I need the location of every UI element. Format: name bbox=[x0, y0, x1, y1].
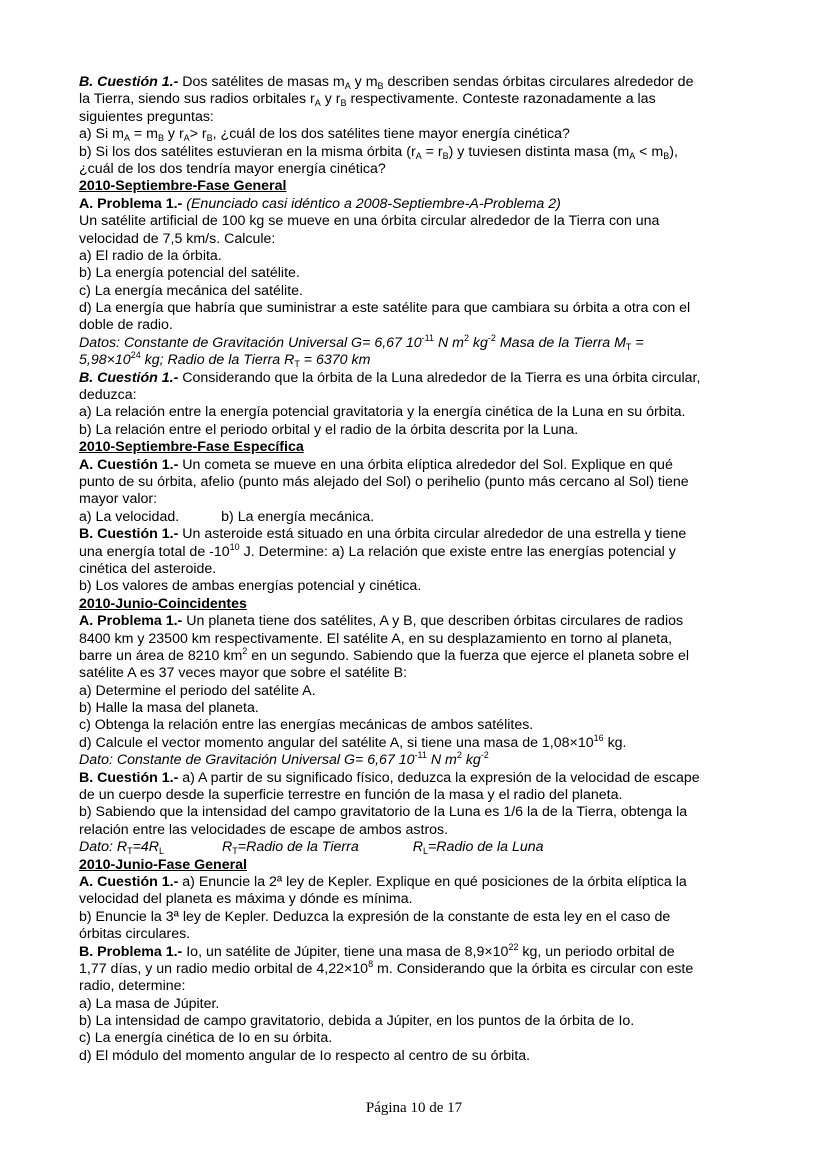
text-run: una energía total de -10 bbox=[79, 543, 230, 560]
text-run: B. Cuestión 1.- bbox=[79, 369, 179, 386]
text-line bbox=[79, 822, 759, 839]
text-run: B bbox=[157, 133, 164, 144]
text-run: radio, determine: bbox=[79, 978, 186, 995]
text-run: 8400 km y 23500 km respectivamente. El satélite A, en su desplazamiento en torno al planeta, bbox=[79, 630, 673, 647]
text-run: b) Enuncie la 3ª ley de Kepler. Deduzca la expresión de la constante de esta ley en el caso de bbox=[79, 908, 671, 925]
text-line bbox=[79, 909, 759, 926]
text-run: relación entre las velocidades de escape de ambos astros. bbox=[79, 821, 449, 838]
text-line bbox=[79, 804, 759, 821]
text-line bbox=[79, 265, 759, 282]
text-line bbox=[79, 770, 759, 787]
text-line bbox=[79, 491, 759, 508]
text-run: respectivamente. Conteste razonadamente a las bbox=[346, 91, 656, 108]
text-line bbox=[79, 300, 759, 317]
text-run: = 6370 km bbox=[299, 352, 371, 369]
text-run: Dos satélites de masas m bbox=[178, 74, 345, 90]
text-run: Un cometa se mueve en una órbita elíptica alrededor del Sol. Explique en qué bbox=[178, 456, 673, 473]
text-run: L bbox=[422, 846, 428, 857]
text-run: ¿cuál de los dos tendría mayor energía cinética? bbox=[79, 160, 386, 177]
text-run: = r bbox=[421, 143, 443, 160]
text-run: Dato: Constante de Gravitación Universal G= 6,67 10 bbox=[79, 752, 415, 769]
text-run: describen sendas órbitas circulares alrededor de bbox=[383, 74, 694, 90]
text-run: 2 bbox=[242, 645, 248, 656]
text-run: A. Problema 1.- bbox=[79, 195, 183, 212]
text-run: B bbox=[206, 133, 213, 144]
text-run: d) La energía que habría que suministrar a este satélite para que cambiara su órbita a otra con el bbox=[79, 300, 691, 317]
text-run: b) La energía mecánica. bbox=[221, 508, 375, 525]
text-run: a) Enuncie la 2ª ley de Kepler. Explique en qué posiciones de la órbita elíptica la bbox=[178, 873, 687, 890]
text-run: b) Sabiendo que la intensidad del campo gravitatorio de la Luna es 1/6 la de la Tierra, obtenga la bbox=[79, 804, 688, 821]
text-run: =Radio de la Luna bbox=[428, 839, 544, 856]
text-run: b) La relación entre el periodo orbital y el radio de la órbita descrita por la Luna. bbox=[79, 421, 579, 438]
text-line bbox=[79, 178, 759, 195]
text-line bbox=[79, 352, 759, 369]
text-run: A bbox=[314, 98, 321, 109]
text-run: a) La masa de Júpiter. bbox=[79, 995, 220, 1012]
text-run: J. Determine: a) La relación que existe entre las energías potencial y bbox=[239, 543, 676, 560]
text-run: ) y tuviesen distinta masa (m bbox=[448, 143, 630, 160]
text-run: d) Calcule el vector momento angular del satélite A, si tiene una masa de 1,08×10 bbox=[79, 734, 594, 751]
text-run: ), bbox=[669, 143, 678, 160]
text-run: A bbox=[415, 150, 422, 161]
text-run: a) Si m bbox=[79, 126, 124, 143]
text-run: -11 bbox=[414, 750, 427, 761]
text-run: de un cuerpo desde la superficie terrestre en función de la masa y el radio del planeta. bbox=[79, 787, 623, 804]
text-run: 16 bbox=[593, 732, 604, 743]
text-run: velocidad del planeta es máxima y dónde es mínima. bbox=[79, 891, 413, 908]
page-body bbox=[79, 74, 759, 1065]
text-run: velocidad de 7,5 km/s. Calcule: bbox=[79, 230, 276, 247]
text-line bbox=[79, 787, 759, 804]
text-line bbox=[79, 891, 759, 908]
text-line bbox=[79, 941, 759, 961]
text-run: kg, un periodo orbital de bbox=[518, 943, 675, 960]
text-run: a) La velocidad. bbox=[79, 508, 180, 525]
text-run: , ¿cuál de los dos satélites tiene mayor energía cinética? bbox=[212, 126, 570, 143]
text-run: = m bbox=[129, 126, 158, 143]
text-run: B bbox=[340, 98, 347, 109]
text-run: 8 bbox=[368, 958, 374, 969]
text-run: B. Cuestión 1.- bbox=[79, 526, 179, 543]
text-line bbox=[79, 665, 759, 682]
text-run: b) Si los dos satélites estuvieran en la misma órbita (r bbox=[79, 143, 416, 160]
text-run: kg bbox=[468, 334, 488, 351]
text-run: b) Halle la masa del planeta. bbox=[79, 700, 259, 717]
text-run: 2 bbox=[456, 750, 462, 761]
text-line bbox=[79, 958, 759, 978]
text-run: > r bbox=[189, 126, 207, 143]
text-run: barre un área de 8210 km bbox=[79, 647, 243, 664]
text-line bbox=[79, 109, 759, 126]
text-run: B bbox=[663, 150, 670, 161]
text-line bbox=[79, 596, 759, 613]
text-run: Io, un satélite de Júpiter, tiene una masa de 8,9×10 bbox=[182, 943, 509, 960]
text-run: m. Considerando que la órbita es circular con este bbox=[373, 960, 694, 977]
text-run: < m bbox=[635, 143, 664, 160]
text-run: mayor valor: bbox=[79, 491, 158, 508]
text-run: kg; Radio de la Tierra R bbox=[140, 352, 295, 369]
text-run: L bbox=[159, 846, 165, 857]
text-run: N m bbox=[434, 334, 464, 351]
text-run: A. Cuestión 1.- bbox=[79, 873, 179, 890]
text-line bbox=[79, 144, 759, 161]
text-line bbox=[79, 387, 759, 404]
text-line bbox=[79, 683, 759, 700]
text-run: A. Problema 1.- bbox=[79, 613, 183, 630]
text-run: órbitas circulares. bbox=[79, 926, 191, 943]
text-run: Un planeta tiene dos satélites, A y B, que describen órbitas circulares de radios bbox=[182, 613, 684, 630]
text-run: Considerando que la órbita de la Luna alrededor de la Tierra es una órbita circular, bbox=[178, 369, 701, 386]
text-run: Dato: R bbox=[79, 839, 128, 856]
text-run: A bbox=[183, 133, 190, 144]
text-run: B bbox=[442, 150, 449, 161]
text-run: deduzca: bbox=[79, 387, 137, 404]
text-line bbox=[79, 161, 759, 178]
text-line bbox=[79, 541, 759, 561]
section-heading: 2010-Septiembre-Fase Específica bbox=[79, 439, 304, 456]
text-run: R bbox=[222, 839, 233, 856]
text-run: B. Problema 1.- bbox=[79, 943, 183, 960]
page-number: Página 10 de 17 bbox=[365, 1100, 463, 1116]
text-run: la Tierra, siendo sus radios orbitales r bbox=[79, 91, 315, 108]
text-line bbox=[79, 332, 759, 352]
text-line bbox=[79, 926, 759, 943]
text-run: T bbox=[127, 846, 133, 857]
text-run: T bbox=[232, 846, 238, 857]
text-line bbox=[79, 509, 759, 526]
text-line bbox=[79, 526, 759, 543]
text-line bbox=[79, 1013, 759, 1030]
text-line bbox=[79, 404, 759, 421]
text-run: c) La energía cinética de Io en su órbita. bbox=[79, 1030, 333, 1047]
text-run: doble de radio. bbox=[79, 317, 173, 334]
text-line bbox=[79, 978, 759, 995]
text-line bbox=[79, 457, 759, 474]
text-run: =Radio de la Tierra bbox=[237, 839, 359, 856]
text-run: kg. bbox=[603, 734, 627, 751]
text-line bbox=[79, 874, 759, 891]
text-line bbox=[79, 578, 759, 595]
text-line bbox=[79, 752, 759, 769]
text-run: A bbox=[344, 81, 351, 91]
text-line bbox=[79, 370, 759, 387]
text-run: punto de su órbita, afelio (punto más alejado del Sol) o perihelio (punto más cercano al Sol) tiene bbox=[79, 473, 689, 490]
text-run: 1,77 días, y un radio medio orbital de 4,22×10 bbox=[79, 960, 369, 977]
text-run: b) La energía potencial del satélite. bbox=[79, 265, 300, 282]
text-run: c) La energía mecánica del satélite. bbox=[79, 282, 303, 299]
text-run: siguientes preguntas: bbox=[79, 108, 214, 125]
text-line bbox=[79, 283, 759, 300]
text-run: Un asteroide está situado en una órbita circular alrededor de una estrella y tiene bbox=[178, 526, 687, 543]
text-run: =4R bbox=[132, 839, 160, 856]
text-line bbox=[79, 196, 759, 213]
text-run: cinética del asteroide. bbox=[79, 560, 217, 577]
text-run: 10 bbox=[229, 541, 240, 552]
text-line bbox=[79, 561, 759, 578]
text-line bbox=[79, 717, 759, 734]
text-run: = bbox=[631, 334, 644, 351]
text-run: -2 bbox=[487, 332, 496, 343]
section-heading: 2010-Junio-Coincidentes bbox=[79, 595, 247, 612]
text-run: a) A partir de su significado físico, deduzca la expresión de la velocidad de escape bbox=[178, 769, 700, 786]
text-line bbox=[79, 996, 759, 1013]
text-run: T bbox=[294, 359, 300, 370]
text-line bbox=[79, 126, 759, 143]
text-line bbox=[79, 839, 759, 856]
text-line bbox=[79, 213, 759, 230]
text-line bbox=[79, 248, 759, 265]
text-run: 24 bbox=[130, 350, 141, 361]
text-line bbox=[79, 74, 759, 91]
text-run: satélite A es 37 veces mayor que sobre el satélite B: bbox=[79, 665, 408, 682]
text-run: y r bbox=[320, 91, 341, 108]
text-run: B bbox=[377, 81, 384, 91]
text-run: d) El módulo del momento angular de Io respecto al centro de su órbita. bbox=[79, 1047, 531, 1064]
text-run: a) La relación entre la energía potencial gravitatoria y la energía cinética de la Luna en su órbita. bbox=[79, 404, 686, 421]
text-run: -2 bbox=[480, 750, 489, 761]
text-run: Masa de la Tierra M bbox=[495, 334, 626, 351]
text-line bbox=[79, 700, 759, 717]
section-heading: 2010-Junio-Fase General bbox=[79, 856, 247, 873]
text-run: c) Obtenga la relación entre las energías mecánicas de ambos satélites. bbox=[79, 717, 534, 734]
text-line bbox=[79, 631, 759, 648]
text-run: B. Cuestión 1.- bbox=[79, 74, 179, 90]
text-run: kg bbox=[461, 752, 481, 769]
text-line bbox=[79, 645, 759, 665]
text-run: a) Determine el periodo del satélite A. bbox=[79, 682, 316, 699]
text-line bbox=[79, 1030, 759, 1047]
text-run: -11 bbox=[421, 332, 434, 343]
text-run: A bbox=[123, 133, 130, 144]
text-run: Datos: Constante de Gravitación Universal G= 6,67 10 bbox=[79, 334, 422, 351]
text-run: y m bbox=[350, 74, 378, 90]
text-line bbox=[79, 857, 759, 874]
text-run: B. Cuestión 1.- bbox=[79, 769, 179, 786]
text-line bbox=[79, 231, 759, 248]
text-run: 22 bbox=[508, 941, 519, 952]
text-line bbox=[79, 1048, 759, 1065]
section-heading: 2010-Septiembre-Fase General bbox=[79, 178, 287, 195]
text-run: T bbox=[625, 341, 632, 352]
text-line bbox=[79, 422, 759, 439]
text-line bbox=[79, 91, 759, 108]
text-line bbox=[79, 439, 759, 456]
text-run: y r bbox=[163, 126, 184, 143]
text-run: N m bbox=[426, 752, 457, 769]
text-line bbox=[79, 317, 759, 334]
text-line bbox=[79, 474, 759, 491]
text-run: b) La intensidad de campo gravitatorio, debida a Júpiter, en los puntos de la órbita de Io. bbox=[79, 1013, 635, 1030]
text-run: a) El radio de la órbita. bbox=[79, 247, 222, 264]
text-run: (Enunciado casi idéntico a 2008-Septiembre-A-Problema 2) bbox=[182, 195, 561, 212]
text-run: en un segundo. Sabiendo que la fuerza que ejerce el planeta sobre el bbox=[247, 647, 689, 664]
text-run: A. Cuestión 1.- bbox=[79, 456, 179, 473]
text-run: 5,98×10 bbox=[79, 352, 131, 369]
text-line bbox=[79, 613, 759, 630]
text-run: A bbox=[629, 150, 636, 161]
text-run: b) Los valores de ambas energías potencial y cinética. bbox=[79, 578, 422, 595]
text-run: 2 bbox=[463, 332, 469, 343]
text-run: Un satélite artificial de 100 kg se mueve en una órbita circular alrededor de la Tierra con una bbox=[79, 213, 660, 230]
text-run: R bbox=[412, 839, 423, 856]
